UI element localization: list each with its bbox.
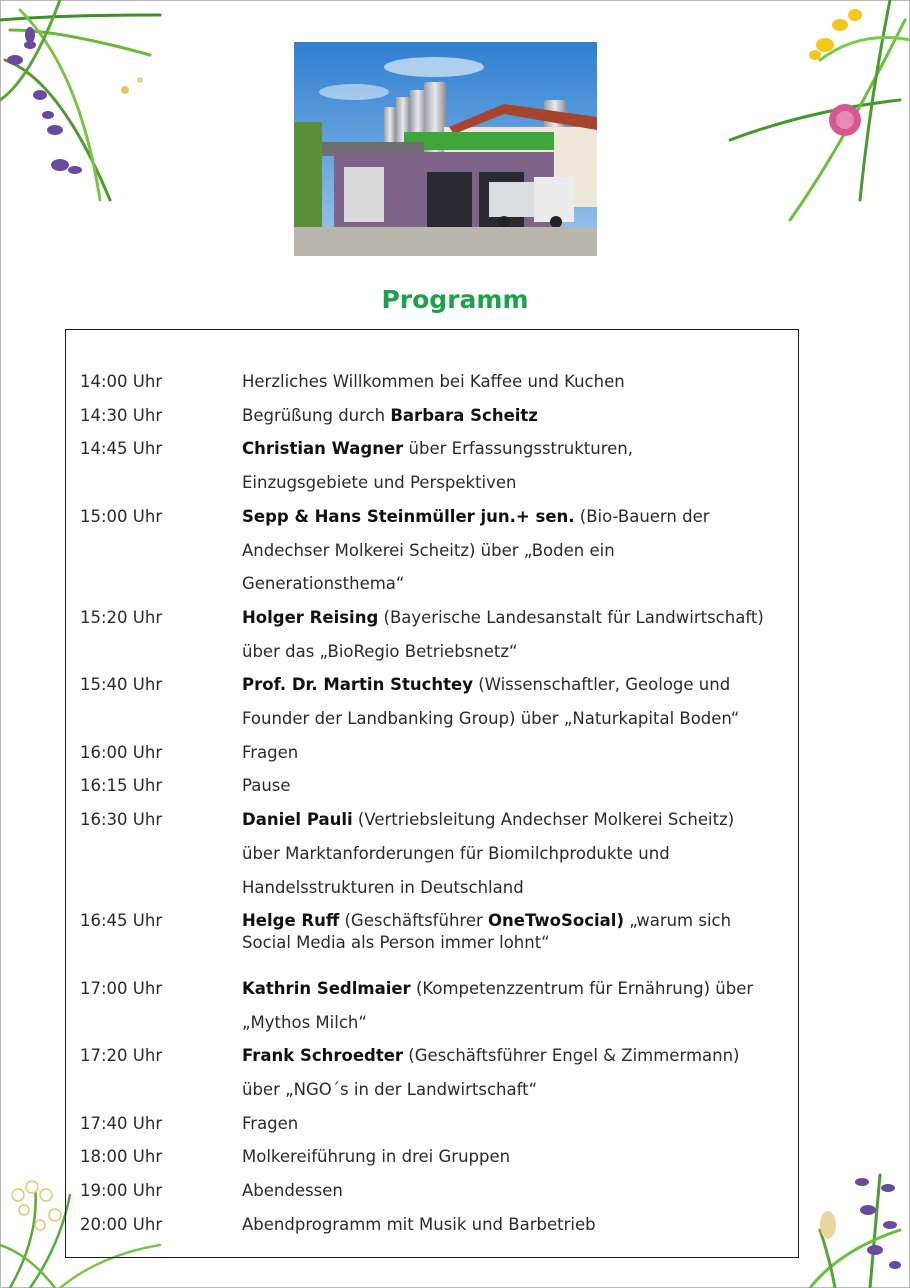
description-text: Fragen [242, 1113, 299, 1133]
schedule-description-line [242, 1073, 537, 1107]
schedule-description-line [242, 803, 734, 837]
description-text: Abendessen [242, 1181, 343, 1201]
schedule-time: 14:00 Uhr [80, 372, 163, 391]
speaker-name: Barbara Scheitz [390, 405, 538, 425]
description-text: (Geschäftsführer Engel & Zimmermann) [403, 1046, 740, 1066]
schedule-time: 14:30 Uhr [80, 405, 163, 425]
schedule-time: 15:40 Uhr [80, 675, 163, 695]
schedule-description-line [242, 500, 710, 534]
description-text: (Wissenschaftler, Geologe und [472, 675, 731, 695]
dairy-building-photo [294, 42, 597, 256]
description-text: Abendprogramm mit Musik und Barbetrieb [242, 1214, 596, 1234]
description-text: über Erfassungsstrukturen, [403, 439, 634, 459]
speaker-name: Holger Reising [242, 607, 379, 627]
description-text: über „NGO´s in der Landwirtschaft“ [242, 1080, 538, 1099]
description-text: Begrüßung durch [242, 405, 391, 425]
schedule-description-line [242, 926, 550, 960]
description-text: „warum sich [624, 911, 732, 931]
schedule-time: 15:20 Uhr [80, 607, 163, 627]
speaker-name: Helge Ruff [242, 911, 340, 931]
speaker-name: Sepp & Hans Steinmüller jun.+ sen. [242, 506, 575, 526]
herb-decoration-top-left [0, 0, 175, 215]
herb-decoration-bottom-right [790, 1170, 910, 1288]
description-text: Social Media als Person immer lohnt“ [242, 933, 550, 953]
schedule-description-line [242, 769, 291, 803]
description-text: über Marktanforderungen für Biomilchprodukte und [242, 843, 670, 863]
speaker-name: Frank Schroedter [242, 1046, 404, 1066]
schedule-description-line [242, 1006, 367, 1040]
schedule-time: 16:00 Uhr [80, 742, 163, 762]
schedule-time: 16:30 Uhr [80, 810, 163, 830]
schedule-description-line [242, 534, 615, 568]
page-title: Programm [381, 285, 529, 314]
schedule-description-line [242, 1140, 510, 1174]
schedule-description-line [242, 466, 517, 500]
schedule-description-line [242, 1039, 740, 1073]
description-text: Pause [242, 776, 291, 796]
schedule-description-line [242, 1174, 343, 1208]
schedule-description-line [242, 972, 753, 1006]
description-text: Founder der Landbanking Group) über „Naturkapital Boden“ [242, 709, 740, 728]
schedule-time: 17:40 Uhr [80, 1113, 163, 1133]
schedule-description-line [242, 871, 524, 905]
speaker-name: OneTwoSocial) [488, 911, 624, 931]
schedule-description-line [242, 399, 538, 433]
description-text: über das „BioRegio Betriebsnetz“ [242, 641, 518, 661]
description-text: (Vertriebsleitung Andechser Molkerei Scheitz) [352, 810, 735, 830]
schedule-description-line [242, 702, 739, 736]
description-text: „Mythos Milch“ [242, 1012, 367, 1032]
description-text: Handelsstrukturen in Deutschland [242, 877, 524, 897]
schedule-time: 20:00 Uhr [80, 1214, 163, 1234]
speaker-name: Daniel Pauli [242, 810, 353, 830]
schedule-description-line [242, 668, 730, 702]
schedule-description-line [242, 736, 298, 770]
schedule-time: 15:00 Uhr [80, 506, 163, 526]
schedule-time: 14:45 Uhr [80, 439, 163, 459]
schedule-description-line [242, 567, 404, 601]
description-text: Herzliches Willkommen bei Kaffee und Kuchen [242, 372, 625, 391]
speaker-name: Prof. Dr. Martin Stuchtey [242, 675, 473, 695]
description-text: Einzugsgebiete und Perspektiven [242, 473, 517, 493]
schedule-time: 19:00 Uhr [80, 1181, 163, 1201]
schedule-time: 17:20 Uhr [80, 1046, 163, 1066]
speaker-name: Kathrin Sedlmaier [242, 978, 411, 998]
schedule-description-line [242, 1107, 298, 1141]
description-text: (Bayerische Landesanstalt für Landwirtschaft) [378, 607, 764, 627]
description-text: (Bio-Bauern der [574, 506, 710, 526]
schedule-time: 16:15 Uhr [80, 776, 163, 796]
schedule-description-line [242, 635, 518, 669]
schedule-time: 17:00 Uhr [80, 978, 163, 998]
schedule-description-line [242, 837, 670, 871]
schedule-time: 18:00 Uhr [80, 1147, 163, 1167]
schedule-description-line [242, 601, 764, 635]
schedule-box [65, 329, 799, 1258]
herb-decoration-top-right [720, 0, 910, 230]
speaker-name: Christian Wagner [242, 439, 404, 459]
description-text: Fragen [242, 742, 299, 762]
schedule-description-line [242, 1208, 596, 1242]
description-text: (Kompetenzzentrum für Ernährung) über [410, 978, 754, 998]
schedule-description-line [242, 365, 625, 399]
description-text: (Geschäftsführer [339, 911, 489, 931]
schedule-description-line [242, 432, 633, 466]
description-text: Generationsthema“ [242, 574, 405, 594]
description-text: Molkereiführung in drei Gruppen [242, 1147, 511, 1167]
schedule-time: 16:45 Uhr [80, 911, 163, 931]
description-text: Andechser Molkerei Scheitz) über „Boden ein [242, 540, 615, 560]
